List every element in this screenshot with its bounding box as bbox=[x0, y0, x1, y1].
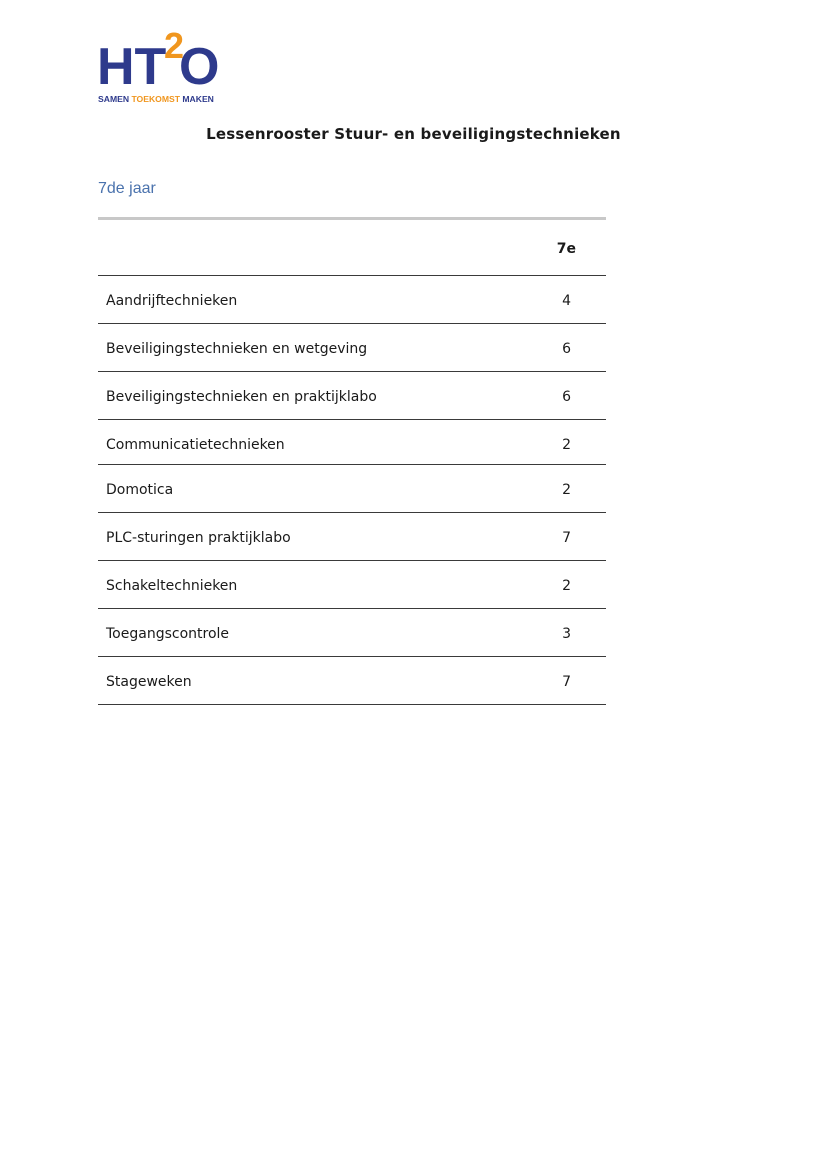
table-row bbox=[98, 657, 606, 705]
table-body bbox=[98, 276, 606, 705]
hours-value: 4 bbox=[562, 293, 571, 309]
column-header-7e: 7e bbox=[556, 241, 576, 257]
table-row bbox=[98, 609, 606, 657]
hours-value: 3 bbox=[562, 626, 571, 642]
table-header-row bbox=[98, 220, 606, 276]
logo-tagline-part1: SAMEN bbox=[98, 94, 132, 104]
subject-name: Schakeltechnieken bbox=[106, 578, 238, 594]
schedule-table bbox=[98, 217, 606, 705]
logo-superscript: 2 bbox=[164, 28, 185, 66]
document-title-text: Lessenrooster Stuur- en beveiligingstechnieken bbox=[206, 125, 621, 143]
hours-value: 2 bbox=[562, 437, 571, 453]
table-row bbox=[98, 465, 606, 513]
logo-tagline bbox=[98, 94, 214, 104]
ht2o-logo bbox=[97, 28, 222, 106]
hours-value: 7 bbox=[562, 674, 571, 690]
subject-name: Beveiligingstechnieken en praktijklabo bbox=[106, 389, 377, 405]
subject-name: Communicatietechnieken bbox=[106, 437, 285, 453]
logo-suffix: O bbox=[179, 38, 220, 96]
subject-name: PLC-sturingen praktijklabo bbox=[106, 530, 291, 546]
logo-tagline-part2: TOEKOMST bbox=[131, 94, 180, 104]
logo-tagline-part3: MAKEN bbox=[179, 94, 214, 104]
table-row bbox=[98, 513, 606, 561]
table-row bbox=[98, 561, 606, 609]
hours-value: 7 bbox=[562, 530, 571, 546]
hours-value: 6 bbox=[562, 389, 571, 405]
table-row bbox=[98, 372, 606, 420]
hours-value: 6 bbox=[562, 341, 571, 357]
subject-name: Stageweken bbox=[106, 674, 192, 690]
table-row bbox=[98, 420, 606, 465]
table-row bbox=[98, 276, 606, 324]
subject-name: Beveiligingstechnieken en wetgeving bbox=[106, 341, 368, 357]
subject-name: Domotica bbox=[106, 482, 174, 498]
table-row bbox=[98, 324, 606, 372]
hours-value: 2 bbox=[562, 482, 571, 498]
document-title bbox=[0, 125, 827, 143]
logo-main-text: HT bbox=[97, 38, 167, 96]
section-title: 7de jaar bbox=[98, 180, 156, 197]
subject-name: Toegangscontrole bbox=[106, 626, 230, 642]
subject-name: Aandrijftechnieken bbox=[106, 293, 238, 309]
hours-value: 2 bbox=[562, 578, 571, 594]
